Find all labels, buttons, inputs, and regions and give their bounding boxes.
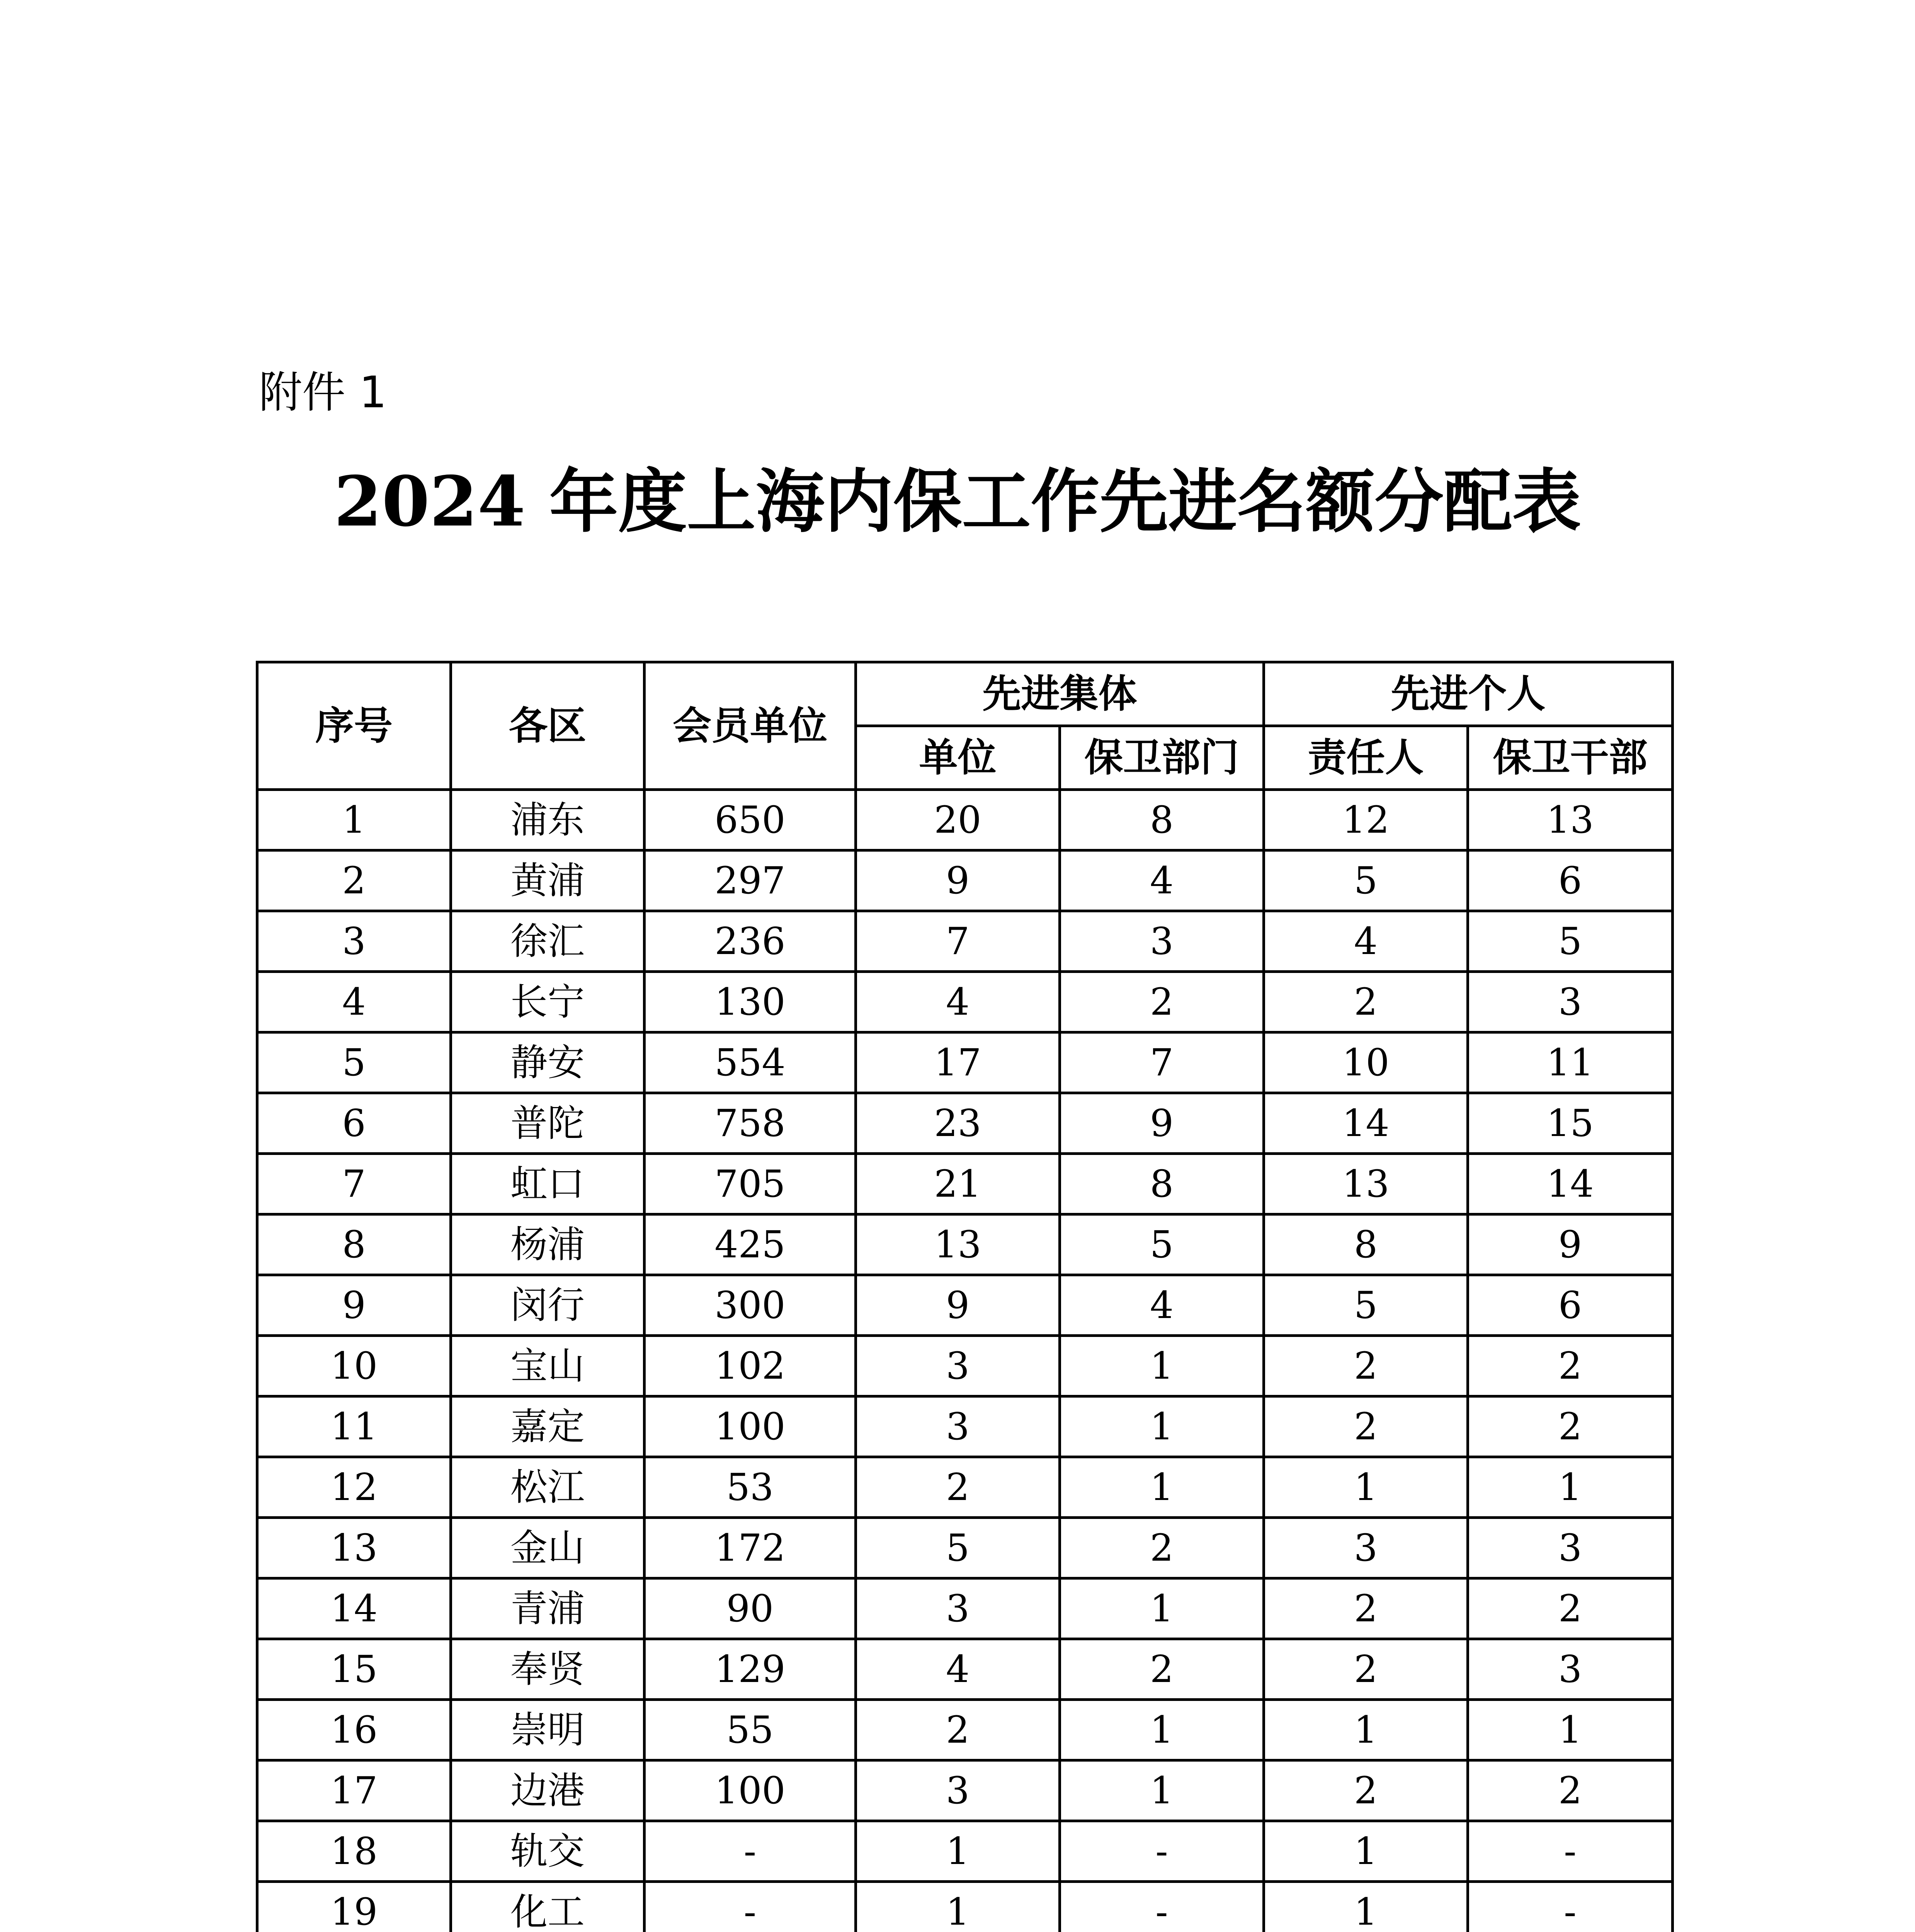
cell-security-cadre: - bbox=[1468, 1821, 1673, 1882]
header-security-dept: 保卫部门 bbox=[1060, 726, 1264, 790]
table-row bbox=[257, 911, 1673, 972]
cell-seq: 9 bbox=[257, 1275, 451, 1336]
cell-members: 172 bbox=[645, 1518, 856, 1578]
cell-responsible: 2 bbox=[1264, 1578, 1468, 1639]
cell-district: 虹口 bbox=[451, 1154, 645, 1214]
cell-security-dept: - bbox=[1060, 1882, 1264, 1932]
table-row bbox=[257, 1093, 1673, 1154]
cell-security-dept: 2 bbox=[1060, 972, 1264, 1032]
cell-responsible: 1 bbox=[1264, 1882, 1468, 1932]
cell-security-dept: 5 bbox=[1060, 1214, 1264, 1275]
cell-responsible: 1 bbox=[1264, 1457, 1468, 1518]
cell-security-cadre: 13 bbox=[1468, 790, 1673, 850]
cell-responsible: 1 bbox=[1264, 1700, 1468, 1760]
header-collective-group: 先进集体 bbox=[856, 662, 1264, 726]
cell-district: 化工 bbox=[451, 1882, 645, 1932]
table-row bbox=[257, 1760, 1673, 1821]
cell-district: 长宁 bbox=[451, 972, 645, 1032]
cell-district: 黄浦 bbox=[451, 850, 645, 911]
cell-security-cadre: 1 bbox=[1468, 1700, 1673, 1760]
table-row bbox=[257, 1336, 1673, 1396]
cell-district: 奉贤 bbox=[451, 1639, 645, 1700]
cell-unit: 9 bbox=[856, 1275, 1060, 1336]
cell-security-cadre: 3 bbox=[1468, 1639, 1673, 1700]
cell-seq: 13 bbox=[257, 1518, 451, 1578]
cell-security-cadre: 15 bbox=[1468, 1093, 1673, 1154]
cell-responsible: 10 bbox=[1264, 1032, 1468, 1093]
table-row bbox=[257, 1700, 1673, 1760]
cell-responsible: 14 bbox=[1264, 1093, 1468, 1154]
cell-unit: 1 bbox=[856, 1882, 1060, 1932]
cell-members: - bbox=[645, 1882, 856, 1932]
table-row bbox=[257, 1821, 1673, 1882]
cell-unit: 7 bbox=[856, 911, 1060, 972]
cell-unit: 9 bbox=[856, 850, 1060, 911]
cell-responsible: 2 bbox=[1264, 972, 1468, 1032]
cell-district: 杨浦 bbox=[451, 1214, 645, 1275]
cell-security-dept: 1 bbox=[1060, 1336, 1264, 1396]
table-row bbox=[257, 850, 1673, 911]
table-header bbox=[257, 662, 1673, 790]
cell-security-cadre: 2 bbox=[1468, 1578, 1673, 1639]
cell-district: 普陀 bbox=[451, 1093, 645, 1154]
header-district: 各区 bbox=[451, 662, 645, 790]
cell-responsible: 13 bbox=[1264, 1154, 1468, 1214]
table-row bbox=[257, 1214, 1673, 1275]
cell-responsible: 5 bbox=[1264, 1275, 1468, 1336]
cell-members: 425 bbox=[645, 1214, 856, 1275]
cell-members: 297 bbox=[645, 850, 856, 911]
cell-responsible: 2 bbox=[1264, 1639, 1468, 1700]
table-row bbox=[257, 1154, 1673, 1214]
cell-security-cadre: 3 bbox=[1468, 1518, 1673, 1578]
cell-unit: 13 bbox=[856, 1214, 1060, 1275]
cell-security-cadre: 14 bbox=[1468, 1154, 1673, 1214]
cell-unit: 3 bbox=[856, 1578, 1060, 1639]
cell-district: 边港 bbox=[451, 1760, 645, 1821]
cell-members: 554 bbox=[645, 1032, 856, 1093]
header-individual-group: 先进个人 bbox=[1264, 662, 1673, 726]
cell-unit: 3 bbox=[856, 1760, 1060, 1821]
header-unit: 单位 bbox=[856, 726, 1060, 790]
cell-members: 758 bbox=[645, 1093, 856, 1154]
table-body bbox=[257, 790, 1673, 1932]
cell-responsible: 2 bbox=[1264, 1396, 1468, 1457]
header-members: 会员单位 bbox=[645, 662, 856, 790]
table-row bbox=[257, 1275, 1673, 1336]
table-row bbox=[257, 1639, 1673, 1700]
cell-members: 130 bbox=[645, 972, 856, 1032]
header-seq: 序号 bbox=[257, 662, 451, 790]
cell-security-dept: 4 bbox=[1060, 1275, 1264, 1336]
cell-district: 松江 bbox=[451, 1457, 645, 1518]
cell-security-dept: 9 bbox=[1060, 1093, 1264, 1154]
table-row bbox=[257, 972, 1673, 1032]
cell-security-dept: 1 bbox=[1060, 1700, 1264, 1760]
cell-security-cadre: 11 bbox=[1468, 1032, 1673, 1093]
cell-security-cadre: 9 bbox=[1468, 1214, 1673, 1275]
table-row bbox=[257, 1396, 1673, 1457]
cell-unit: 5 bbox=[856, 1518, 1060, 1578]
cell-security-dept: 8 bbox=[1060, 1154, 1264, 1214]
header-security-cadre: 保卫干部 bbox=[1468, 726, 1673, 790]
document-title: 2024 年度上海内保工作先进名额分配表 bbox=[334, 461, 1581, 542]
cell-security-dept: 4 bbox=[1060, 850, 1264, 911]
cell-district: 轨交 bbox=[451, 1821, 645, 1882]
cell-district: 静安 bbox=[451, 1032, 645, 1093]
cell-security-cadre: 3 bbox=[1468, 972, 1673, 1032]
table-row bbox=[257, 790, 1673, 850]
cell-security-dept: 2 bbox=[1060, 1639, 1264, 1700]
cell-security-cadre: 6 bbox=[1468, 1275, 1673, 1336]
cell-responsible: 4 bbox=[1264, 911, 1468, 972]
cell-district: 嘉定 bbox=[451, 1396, 645, 1457]
quota-allocation-table bbox=[256, 661, 1674, 1932]
cell-district: 金山 bbox=[451, 1518, 645, 1578]
cell-seq: 8 bbox=[257, 1214, 451, 1275]
cell-members: 300 bbox=[645, 1275, 856, 1336]
table-row bbox=[257, 1518, 1673, 1578]
cell-seq: 6 bbox=[257, 1093, 451, 1154]
cell-members: 53 bbox=[645, 1457, 856, 1518]
cell-district: 崇明 bbox=[451, 1700, 645, 1760]
cell-members: 102 bbox=[645, 1336, 856, 1396]
cell-members: 705 bbox=[645, 1154, 856, 1214]
cell-security-dept: 1 bbox=[1060, 1457, 1264, 1518]
cell-seq: 2 bbox=[257, 850, 451, 911]
cell-seq: 10 bbox=[257, 1336, 451, 1396]
cell-district: 浦东 bbox=[451, 790, 645, 850]
cell-unit: 2 bbox=[856, 1457, 1060, 1518]
cell-security-cadre: 5 bbox=[1468, 911, 1673, 972]
cell-seq: 12 bbox=[257, 1457, 451, 1518]
table-row bbox=[257, 1882, 1673, 1932]
cell-seq: 5 bbox=[257, 1032, 451, 1093]
cell-responsible: 5 bbox=[1264, 850, 1468, 911]
cell-members: 55 bbox=[645, 1700, 856, 1760]
cell-security-cadre: 2 bbox=[1468, 1760, 1673, 1821]
cell-security-dept: 1 bbox=[1060, 1396, 1264, 1457]
cell-seq: 16 bbox=[257, 1700, 451, 1760]
cell-unit: 4 bbox=[856, 972, 1060, 1032]
cell-district: 青浦 bbox=[451, 1578, 645, 1639]
cell-seq: 7 bbox=[257, 1154, 451, 1214]
cell-unit: 21 bbox=[856, 1154, 1060, 1214]
cell-members: 100 bbox=[645, 1396, 856, 1457]
cell-seq: 17 bbox=[257, 1760, 451, 1821]
cell-responsible: 12 bbox=[1264, 790, 1468, 850]
attachment-label: 附件 1 bbox=[259, 367, 387, 418]
cell-unit: 3 bbox=[856, 1336, 1060, 1396]
cell-unit: 17 bbox=[856, 1032, 1060, 1093]
cell-seq: 4 bbox=[257, 972, 451, 1032]
table-row bbox=[257, 1032, 1673, 1093]
cell-security-cadre: 2 bbox=[1468, 1396, 1673, 1457]
table-row bbox=[257, 1457, 1673, 1518]
cell-responsible: 1 bbox=[1264, 1821, 1468, 1882]
cell-members: 650 bbox=[645, 790, 856, 850]
cell-security-cadre: 2 bbox=[1468, 1336, 1673, 1396]
cell-members: 100 bbox=[645, 1760, 856, 1821]
cell-security-cadre: 1 bbox=[1468, 1457, 1673, 1518]
cell-seq: 3 bbox=[257, 911, 451, 972]
cell-seq: 1 bbox=[257, 790, 451, 850]
cell-unit: 23 bbox=[856, 1093, 1060, 1154]
cell-security-dept: - bbox=[1060, 1821, 1264, 1882]
cell-security-cadre: - bbox=[1468, 1882, 1673, 1932]
cell-unit: 3 bbox=[856, 1396, 1060, 1457]
cell-members: 90 bbox=[645, 1578, 856, 1639]
cell-members: 129 bbox=[645, 1639, 856, 1700]
cell-unit: 4 bbox=[856, 1639, 1060, 1700]
cell-security-dept: 8 bbox=[1060, 790, 1264, 850]
cell-members: - bbox=[645, 1821, 856, 1882]
cell-seq: 18 bbox=[257, 1821, 451, 1882]
cell-security-dept: 1 bbox=[1060, 1578, 1264, 1639]
cell-district: 宝山 bbox=[451, 1336, 645, 1396]
table-row bbox=[257, 1578, 1673, 1639]
header-responsible: 责任人 bbox=[1264, 726, 1468, 790]
cell-seq: 19 bbox=[257, 1882, 451, 1932]
cell-unit: 20 bbox=[856, 790, 1060, 850]
cell-seq: 14 bbox=[257, 1578, 451, 1639]
cell-responsible: 2 bbox=[1264, 1336, 1468, 1396]
cell-security-dept: 3 bbox=[1060, 911, 1264, 972]
cell-security-dept: 7 bbox=[1060, 1032, 1264, 1093]
cell-seq: 15 bbox=[257, 1639, 451, 1700]
cell-security-cadre: 6 bbox=[1468, 850, 1673, 911]
cell-district: 闵行 bbox=[451, 1275, 645, 1336]
cell-unit: 1 bbox=[856, 1821, 1060, 1882]
cell-district: 徐汇 bbox=[451, 911, 645, 972]
cell-unit: 2 bbox=[856, 1700, 1060, 1760]
cell-responsible: 2 bbox=[1264, 1760, 1468, 1821]
cell-seq: 11 bbox=[257, 1396, 451, 1457]
cell-security-dept: 2 bbox=[1060, 1518, 1264, 1578]
cell-responsible: 8 bbox=[1264, 1214, 1468, 1275]
cell-members: 236 bbox=[645, 911, 856, 972]
cell-security-dept: 1 bbox=[1060, 1760, 1264, 1821]
cell-responsible: 3 bbox=[1264, 1518, 1468, 1578]
